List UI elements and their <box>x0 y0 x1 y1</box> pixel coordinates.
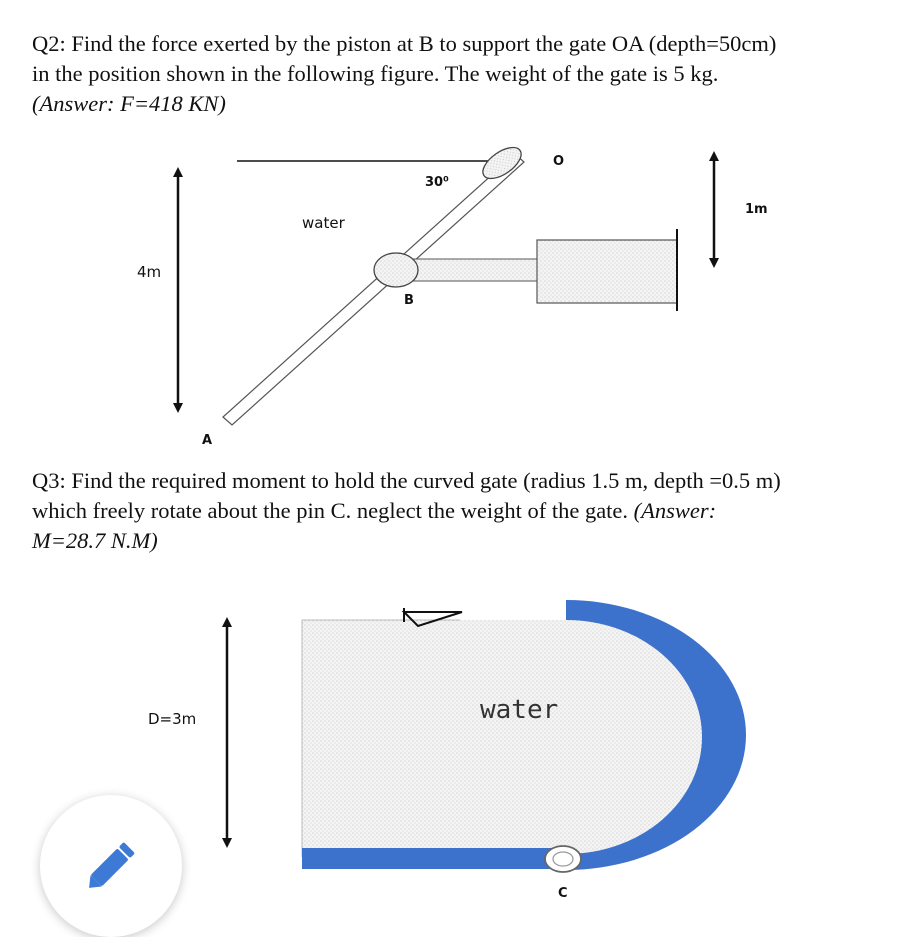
pin-c <box>545 846 581 872</box>
water-handwritten-label: water <box>480 695 559 725</box>
bottom-plate <box>302 848 566 869</box>
figure-q3 <box>148 600 746 901</box>
q2-line-2: in the position shown in the following figure. The weight of the gate is 5 kg. <box>32 61 719 86</box>
q3-line-2-text: which freely rotate about the pin C. neglect the weight of the gate. <box>32 498 634 523</box>
point-o-label: O <box>553 154 565 169</box>
q3-answer: M=28.7 N.M) <box>32 528 158 553</box>
angle-label: 30⁰ <box>425 175 449 190</box>
edit-button[interactable] <box>40 795 182 937</box>
water-label: water <box>302 214 345 232</box>
q2-line-1: Q2: Find the force exerted by the piston at B to support the gate OA (depth=50cm) <box>32 31 777 56</box>
joint-b <box>374 253 418 287</box>
q2-answer: (Answer: F=418 KN) <box>32 91 226 116</box>
height-4m-label: 4m <box>137 263 162 281</box>
point-b-label: B <box>404 293 414 308</box>
figure-q2 <box>137 141 768 448</box>
gate-oa <box>223 154 524 425</box>
point-a-label: A <box>202 433 213 448</box>
water-region <box>302 617 706 857</box>
pin-c-label: C <box>558 886 568 901</box>
piston-cylinder <box>537 240 677 303</box>
pencil-icon <box>40 795 182 937</box>
piston-rod <box>404 259 537 281</box>
depth-label: D=3m <box>148 710 197 728</box>
q3-line-1: Q3: Find the required moment to hold the curved gate (radius 1.5 m, depth =0.5 m) <box>32 468 781 493</box>
depth-1m-label: 1m <box>745 202 768 217</box>
q3-answer-label: (Answer: <box>633 498 717 523</box>
